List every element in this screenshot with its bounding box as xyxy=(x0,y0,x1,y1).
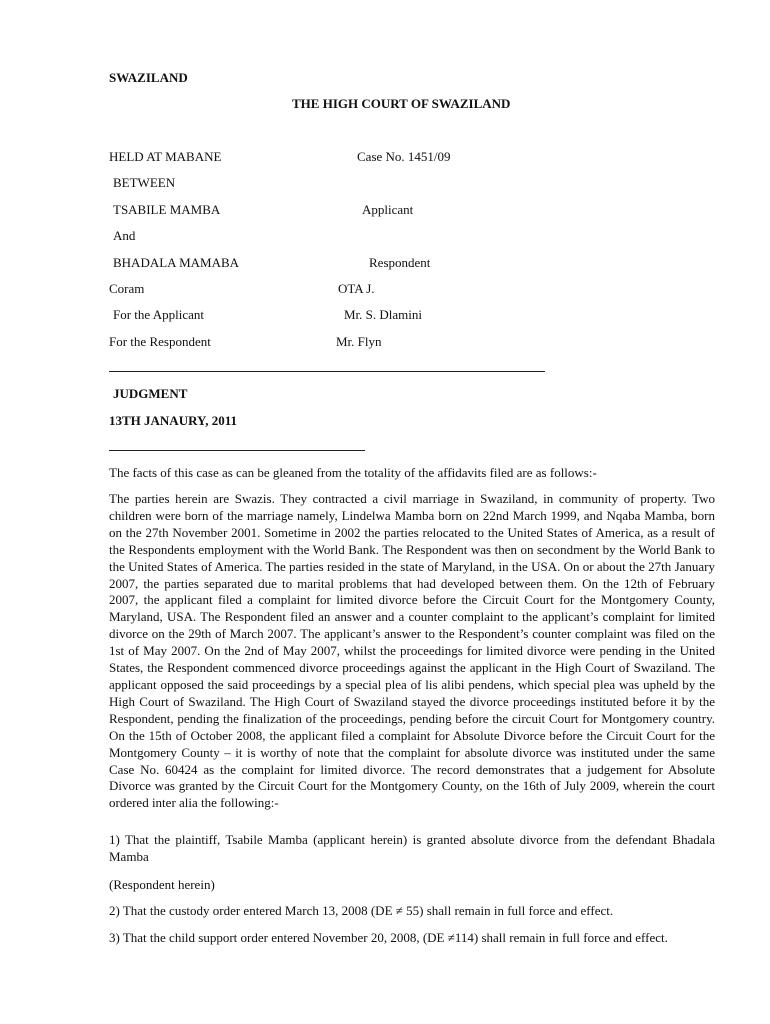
applicant-name: TSABILE MAMBA xyxy=(113,202,221,217)
for-respondent-counsel: Mr. Flyn xyxy=(336,334,382,349)
respondent-role: Respondent xyxy=(369,255,431,270)
country-heading: SWAZILAND xyxy=(109,70,188,85)
case-number: Case No. 1451/09 xyxy=(357,149,451,164)
judgment-heading: JUDGMENT xyxy=(113,386,188,401)
coram-value: OTA J. xyxy=(338,281,375,296)
respondent-name: BHADALA MAMABA xyxy=(113,255,240,270)
caption-divider xyxy=(109,371,545,372)
held-at-label: HELD AT MABANE xyxy=(109,149,222,164)
intro-paragraph: The facts of this case as can be gleaned from the totality of the affidavits filed are as follows:- xyxy=(109,465,597,480)
between-label: BETWEEN xyxy=(113,175,176,190)
order-item-3: 3) That the child support order entered November 20, 2008, (DE ≠114) shall remain in full force and effect. xyxy=(109,930,668,945)
judgment-date: 13TH JANAURY, 2011 xyxy=(109,413,237,428)
judgment-divider xyxy=(109,450,365,451)
order-item-1-continued: (Respondent herein) xyxy=(109,877,215,892)
and-label: And xyxy=(113,228,136,243)
order-item-2: 2) That the custody order entered March 13, 2008 (DE ≠ 55) shall remain in full force and effect. xyxy=(109,903,614,918)
order-item-1: 1) That the plaintiff, Tsabile Mamba (applicant herein) is granted absolute divorce from the defendant Bhadala Mamba xyxy=(109,832,715,864)
facts-paragraph: The parties herein are Swazis. They contracted a civil marriage in Swaziland, in community of property. Two children were born of the marriage namely, Lindelwa Mamba born on 22nd March 1999, and Nqaba Mamba, born on the 27th November 2001. Sometime in 2002 the parties relocated to the United States of America, as a result of the Respondents employment with the World Bank. The Respondent was then on secondment by the World Bank to the United States of America. The parties resided in the state of Maryland, in the USA. On or about the 27th January 2007, the parties separated due to marital problems that had developed between them. On the 12th of February 2007, the applicant filed a complaint for limited divorce before the Circuit Court for the Montgomery County, Maryland, USA. The Respondent filed an answer and a counter complaint to the applicant’s complaint for limited divorce on the 29th of March 2007. The applicant’s answer to the Respondent’s counter complaint was filed on the 1st of May 2007. On the 2nd of May 2007, whilst the proceedings for limited divorce were pending in the United States, the Respondent commenced divorce proceedings against the applicant in the High Court of Swaziland. The applicant opposed the said proceedings by a special plea of lis alibi pendens, which special plea was upheld by the High Court of Swaziland. The High Court of Swaziland stayed the divorce proceedings instituted before it by the Respondent, pending the finalization of the proceedings, pending before the circuit Court for Montgomery country. On the 15th of October 2008, the applicant filed a complaint for Absolute Divorce before the Circuit Court for the Montgomery County – it is worthy of note that the complaint for absolute divorce was instituted under the same Case No. 60424 as the complaint for limited divorce. The record demonstrates that a judgement for Absolute Divorce was granted by the Circuit Court for the Montgomery County, on the 16th of July 2009, wherein the court ordered inter alia the following:- xyxy=(109,491,715,811)
for-applicant-label: For the Applicant xyxy=(113,307,204,322)
for-respondent-label: For the Respondent xyxy=(109,334,211,349)
court-title: THE HIGH COURT OF SWAZILAND xyxy=(292,96,511,111)
coram-label: Coram xyxy=(109,281,145,296)
applicant-role: Applicant xyxy=(362,202,414,217)
for-applicant-counsel: Mr. S. Dlamini xyxy=(344,307,423,322)
